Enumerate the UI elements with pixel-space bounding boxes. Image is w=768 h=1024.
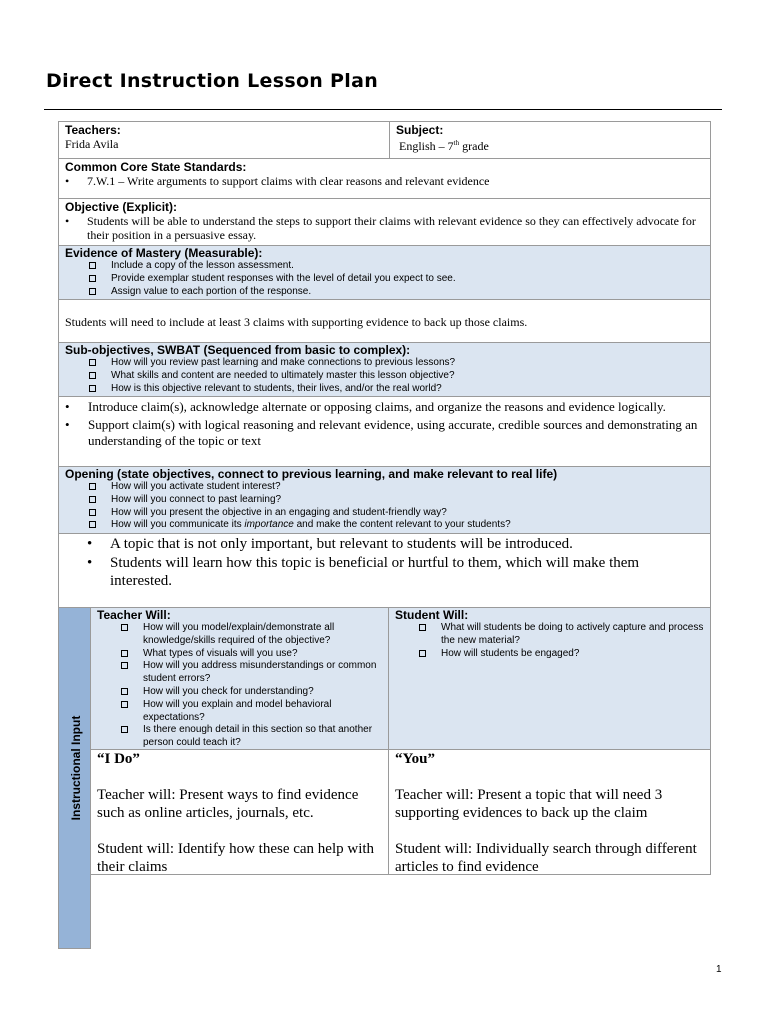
checkbox-icon xyxy=(89,359,96,366)
standard-item: • 7.W.1 – Write arguments to support claims with clear reasons and relevant evidence xyxy=(65,174,490,188)
prompt-item: Include a copy of the lesson assessment. xyxy=(89,260,704,273)
i-do-heading: “I Do” xyxy=(97,751,140,767)
prompt-item: How will you address misunderstandings or common student errors? xyxy=(121,660,382,686)
prompt-item: How will you check for understanding? xyxy=(121,686,382,699)
checkbox-icon xyxy=(121,624,128,631)
objective-item: • Students will be able to understand the steps to support their claims with relevant evidence so they can effectively advocate for their position in a persuasive essay. xyxy=(65,214,696,242)
you-heading: “You” xyxy=(395,751,436,767)
opening-label: Opening (state objectives, connect to previous learning, and make relevant to real life) xyxy=(65,467,558,481)
checkbox-icon xyxy=(89,521,96,528)
checkbox-icon xyxy=(121,662,128,669)
prompt-item: Assign value to each portion of the response. xyxy=(89,286,704,299)
prompt-item: How will you communicate its importance and make the content relevant to your students? xyxy=(89,519,704,532)
prompt-item: What types of visuals will you use? xyxy=(121,648,382,661)
opening-item: • A topic that is not only important, but relevant to students will be introduced. xyxy=(87,536,573,552)
prompt-item: How will you review past learning and make connections to previous lessons? xyxy=(89,357,704,370)
prompt-item: How will you connect to past learning? xyxy=(89,494,704,507)
checkbox-icon xyxy=(89,496,96,503)
checkbox-icon xyxy=(89,372,96,379)
checkbox-icon xyxy=(121,650,128,657)
checkbox-icon xyxy=(89,509,96,516)
subobjective-item: • Introduce claim(s), acknowledge alternate or opposing claims, and organize the reasons and evidence logically. xyxy=(65,399,666,414)
student-will-label: Student Will: xyxy=(395,608,469,622)
subject-label: Subject: xyxy=(396,123,444,137)
checkbox-icon xyxy=(89,385,96,392)
opening-prompts xyxy=(58,466,711,534)
teachers-value: Frida Avila xyxy=(65,137,119,151)
subobjectives-prompts xyxy=(58,342,711,397)
subobjective-item: • Support claim(s) with logical reasoning and relevant evidence, using accurate, credible sources and demonstrating an understanding of the topic or text xyxy=(65,417,698,448)
teachers-cell xyxy=(58,121,390,159)
prompt-item: How is this objective relevant to students, their lives, and/or the real world? xyxy=(89,383,704,396)
checkbox-icon xyxy=(89,483,96,490)
you-cell xyxy=(388,749,711,875)
i-do-cell xyxy=(90,749,389,875)
student-will-cell xyxy=(388,607,711,750)
standards-section xyxy=(58,158,711,199)
page-title: Direct Instruction Lesson Plan xyxy=(46,70,379,92)
prompt-item: How will you activate student interest? xyxy=(89,481,704,494)
teacher-will-cell xyxy=(90,607,389,750)
instructional-input-label: Instructional Input xyxy=(69,715,83,821)
mastery-answer xyxy=(58,299,711,343)
opening-item: • Students will learn how this topic is beneficial or hurtful to them, which will make them interested. xyxy=(87,555,640,589)
objective-label: Objective (Explicit): xyxy=(65,200,178,214)
you-student-text: Student will: Individually search through different articles to find evidence xyxy=(395,841,697,875)
prompt-item: Provide exemplar student responses with the level of detail you expect to see. xyxy=(89,273,704,286)
checkbox-icon xyxy=(89,288,96,295)
objective-section xyxy=(58,198,711,246)
teacher-will-label: Teacher Will: xyxy=(97,608,171,622)
prompt-item: What skills and content are needed to ultimately master this lesson objective? xyxy=(89,370,704,383)
checkbox-icon xyxy=(419,650,426,657)
subobjectives-label: Sub-objectives, SWBAT (Sequenced from basic to complex): xyxy=(65,343,411,357)
mastery-prompts xyxy=(58,245,711,300)
checkbox-icon xyxy=(89,275,96,282)
prompt-item: How will you model/explain/demonstrate all knowledge/skills required of the objective? xyxy=(121,622,382,648)
standards-label: Common Core State Standards: xyxy=(65,160,247,174)
checkbox-icon xyxy=(121,726,128,733)
checkbox-icon xyxy=(419,624,426,631)
prompt-item: Is there enough detail in this section so that another person could teach it? xyxy=(121,724,382,750)
opening-answers xyxy=(58,533,711,608)
teachers-label: Teachers: xyxy=(65,123,121,137)
you-teacher-text: Teacher will: Present a topic that will need 3 supporting evidences to back up the claim xyxy=(395,787,663,821)
subject-cell xyxy=(389,121,711,159)
i-do-teacher-text: Teacher will: Present ways to find evidence such as online articles, journals, etc. xyxy=(97,787,359,821)
subject-value: English – 7th grade xyxy=(399,139,489,153)
mastery-label: Evidence of Mastery (Measurable): xyxy=(65,246,263,260)
checkbox-icon xyxy=(89,262,96,269)
checkbox-icon xyxy=(121,688,128,695)
mastery-answer-text: Students will need to include at least 3 claims with supporting evidence to back up those claims. xyxy=(65,315,528,329)
page-number: 1 xyxy=(716,964,722,975)
i-do-student-text: Student will: Identify how these can help with their claims xyxy=(97,841,375,875)
checkbox-icon xyxy=(121,701,128,708)
prompt-item: How will students be engaged? xyxy=(419,648,704,661)
prompt-item: What will students be doing to actively capture and process the new material? xyxy=(419,622,704,648)
prompt-item: How will you present the objective in an engaging and student-friendly way? xyxy=(89,507,704,520)
prompt-item: How will you explain and model behavioral expectations? xyxy=(121,699,382,725)
subobjectives-answers xyxy=(58,396,711,467)
title-divider xyxy=(44,109,722,110)
